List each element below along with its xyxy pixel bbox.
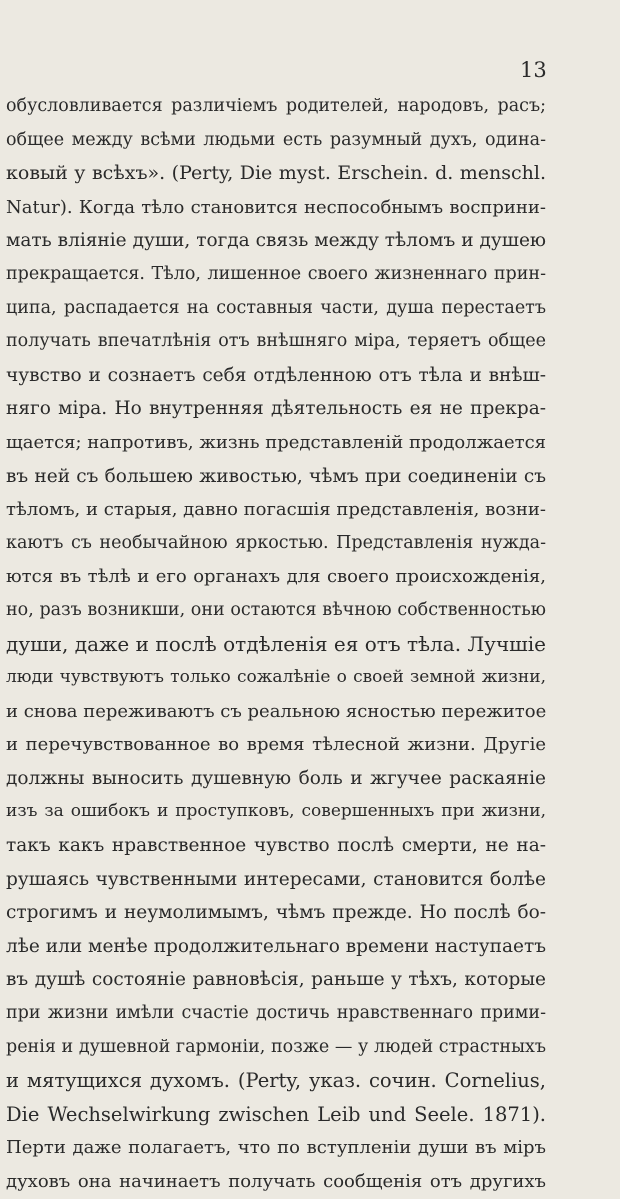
body-text (6, 90, 546, 1199)
text-line: ренія и душевной гармоніи, позже — у людей страстныхъ (6, 1036, 546, 1057)
page-number: 13 (520, 58, 547, 82)
text-line: и перечувствованное во время тѣлесной жизни. Другіе (6, 734, 546, 756)
text-line: души, даже и послѣ отдѣленія ея отъ тѣла. Лучшіе (6, 631, 546, 656)
text-line: въ душѣ состояніе равновѣсія, раньше у тѣхъ, которые (6, 969, 546, 991)
text-line: щается; напротивъ, жизнь представленій продолжается (6, 431, 546, 453)
text-line: мать вліяніе души, тогда связь между тѣломъ и душею (6, 230, 546, 252)
text-line: духовъ она начинаетъ получать сообщенія отъ другихъ (6, 1171, 546, 1192)
text-line: люди чувствуютъ только сожалѣніе о своей земной жизни, (6, 667, 546, 688)
text-line: обусловливается различіемъ родителей, народовъ, расъ; (6, 96, 546, 116)
text-line: должны выносить душевную боль и жгучее раскаяніе (6, 767, 546, 789)
text-line: получать впечатлѣнія отъ внѣшняго міра, теряетъ общее (6, 331, 546, 352)
text-line: общее между всѣми людьми есть разумный духъ, одина- (6, 129, 546, 150)
text-line: Natur). Когда тѣло становится неспособнымъ восприни- (6, 196, 546, 218)
text-line: лѣе или менѣе продолжительнаго времени наступаетъ (6, 935, 546, 957)
text-line: изъ за ошибокъ и проступковъ, совершенныхъ при жизни, (6, 801, 546, 822)
text-line: ются въ тѣлѣ и его органахъ для своего происхожденія, (6, 566, 546, 588)
text-line: Die Wechselwirkung zwischen Leib und Seele. 1871). (6, 1102, 546, 1126)
text-line: ципа, распадается на составныя части, душа перестаетъ (6, 297, 546, 318)
text-line: каютъ съ необычайною яркостью. Представленія нужда- (6, 532, 546, 553)
text-line: такъ какъ нравственное чувство послѣ смерти, не на- (6, 835, 546, 857)
text-line: няго міра. Но внутренняя дѣятельность ея не прекра- (6, 398, 546, 420)
text-line: чувство и сознаетъ себя отдѣленною отъ тѣла и внѣш- (6, 364, 546, 386)
text-line: въ ней съ большею живостью, чѣмъ при соединеніи съ (6, 465, 546, 487)
text-line: рушаясь чувственными интересами, становится болѣе (6, 868, 546, 890)
text-line: но, разъ возникши, они остаются вѣчною собственностью (6, 599, 546, 620)
text-line: прекращается. Тѣло, лишенное своего жизненнаго прин- (6, 263, 546, 284)
text-line: при жизни имѣли счастіе достичь нравственнаго прими- (6, 1003, 546, 1024)
text-line: Перти даже полагаетъ, что по вступленіи души въ міръ (6, 1137, 546, 1159)
text-line: и снова переживаютъ съ реальною ясностью пережитое (6, 700, 546, 722)
text-line: и мятущихся духомъ. (Perty, указ. сочин. Cornelius, (6, 1069, 546, 1093)
text-line: строгимъ и неумолимымъ, чѣмъ прежде. Но послѣ бо- (6, 902, 546, 924)
text-line: ковый у всѣхъ». (Perty, Die myst. Erschein. d. menschl. (6, 162, 546, 185)
text-line: тѣломъ, и старыя, давно погасшія представленія, возни- (6, 499, 546, 521)
